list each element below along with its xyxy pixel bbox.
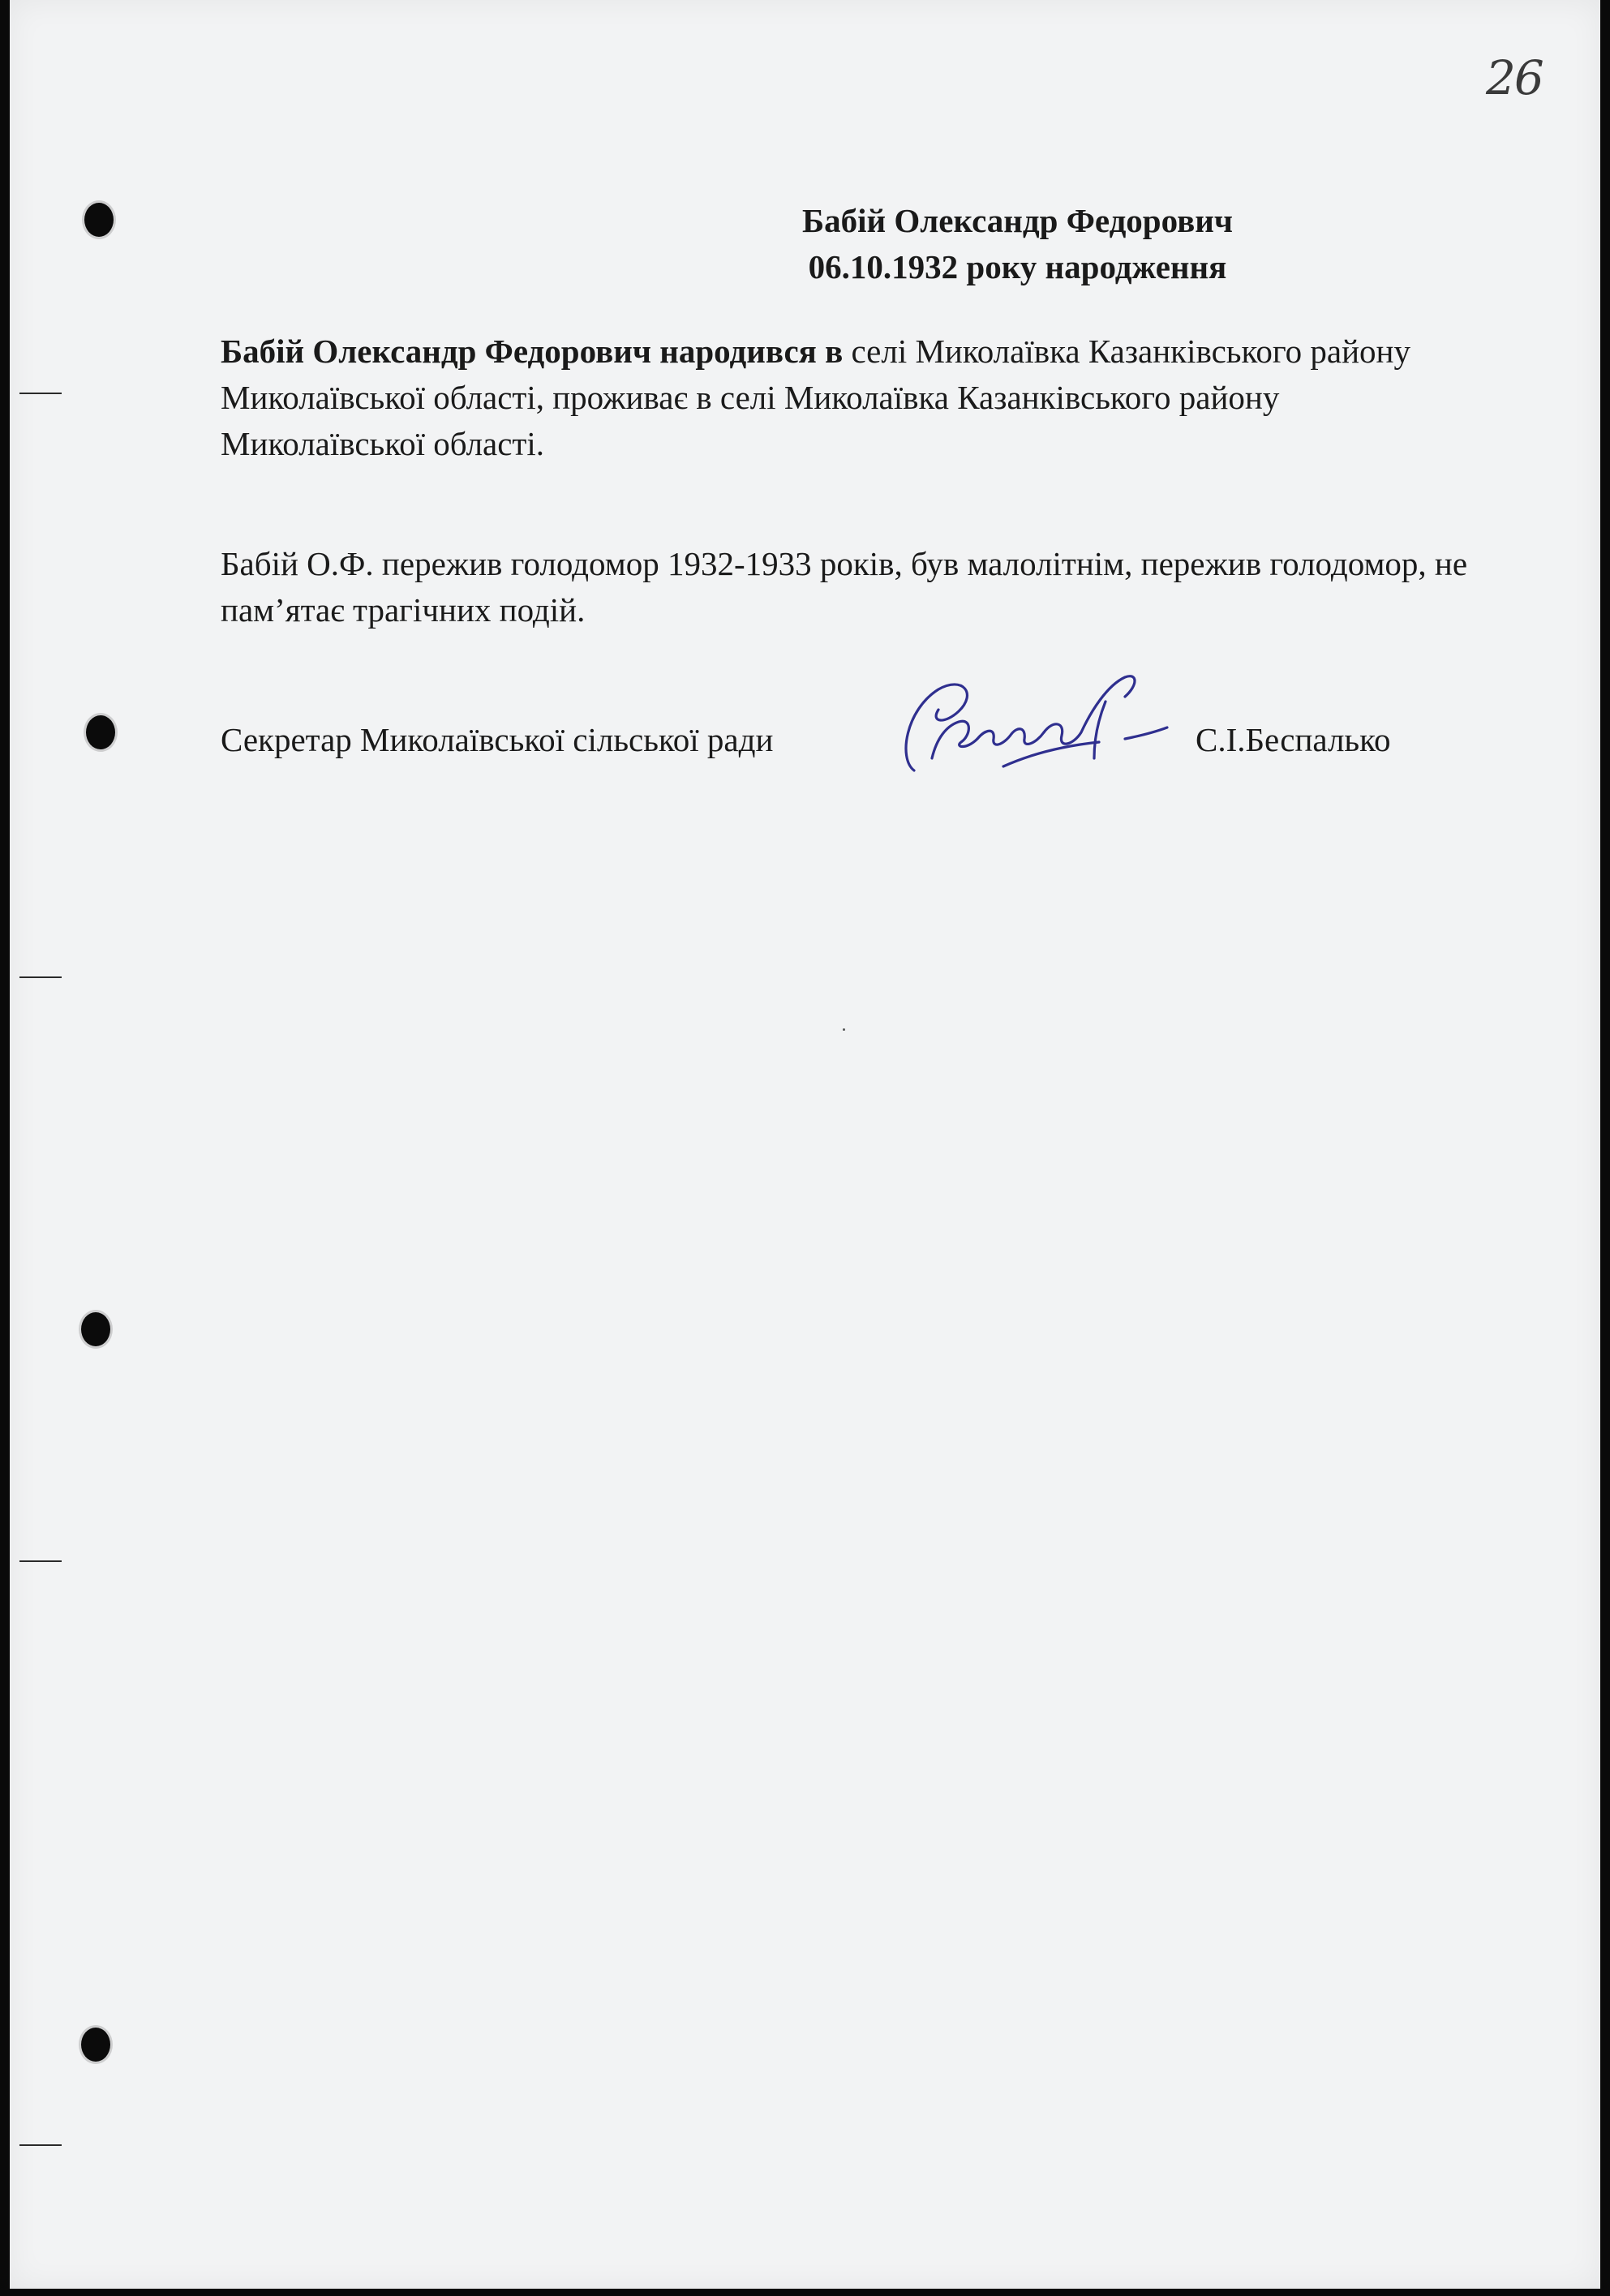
paragraph-birth-bold: Бабій Олександр Федорович народився в	[221, 333, 844, 370]
signatory-title: Секретар Миколаївської сільської ради	[221, 721, 774, 758]
margin-tick-2	[19, 976, 62, 978]
punch-hole-3	[81, 1312, 110, 1346]
paragraph-holodomor: Бабій О.Ф. пережив голодомор 1932-1933 років, був малолітнім, пережив голодомор, не пам’ятає трагічних подій.	[221, 545, 1468, 629]
margin-tick-4	[19, 2144, 62, 2146]
punch-hole-4	[81, 2028, 110, 2062]
margin-tick-3	[19, 1560, 62, 1562]
document-title-dob: 06.10.1932 року народження	[808, 248, 1227, 285]
handwritten-signature	[882, 661, 1174, 783]
paragraph-birth-rest: селі Миколаївка Казанківського району Миколаївської області, проживає в селі Миколаївка Казанківського району Миколаївської області.	[221, 333, 1410, 462]
paper-sheet	[10, 0, 1600, 2289]
document-title-name: Бабій Олександр Федорович	[802, 202, 1233, 239]
margin-tick-1	[19, 393, 62, 394]
handwritten-page-number: 26	[1486, 50, 1543, 105]
paper-speck	[843, 1028, 845, 1031]
punch-hole-2	[86, 715, 115, 749]
paragraph-birth-residence	[221, 328, 1486, 467]
signatory-name: С.І.Беспалько	[1196, 721, 1391, 758]
